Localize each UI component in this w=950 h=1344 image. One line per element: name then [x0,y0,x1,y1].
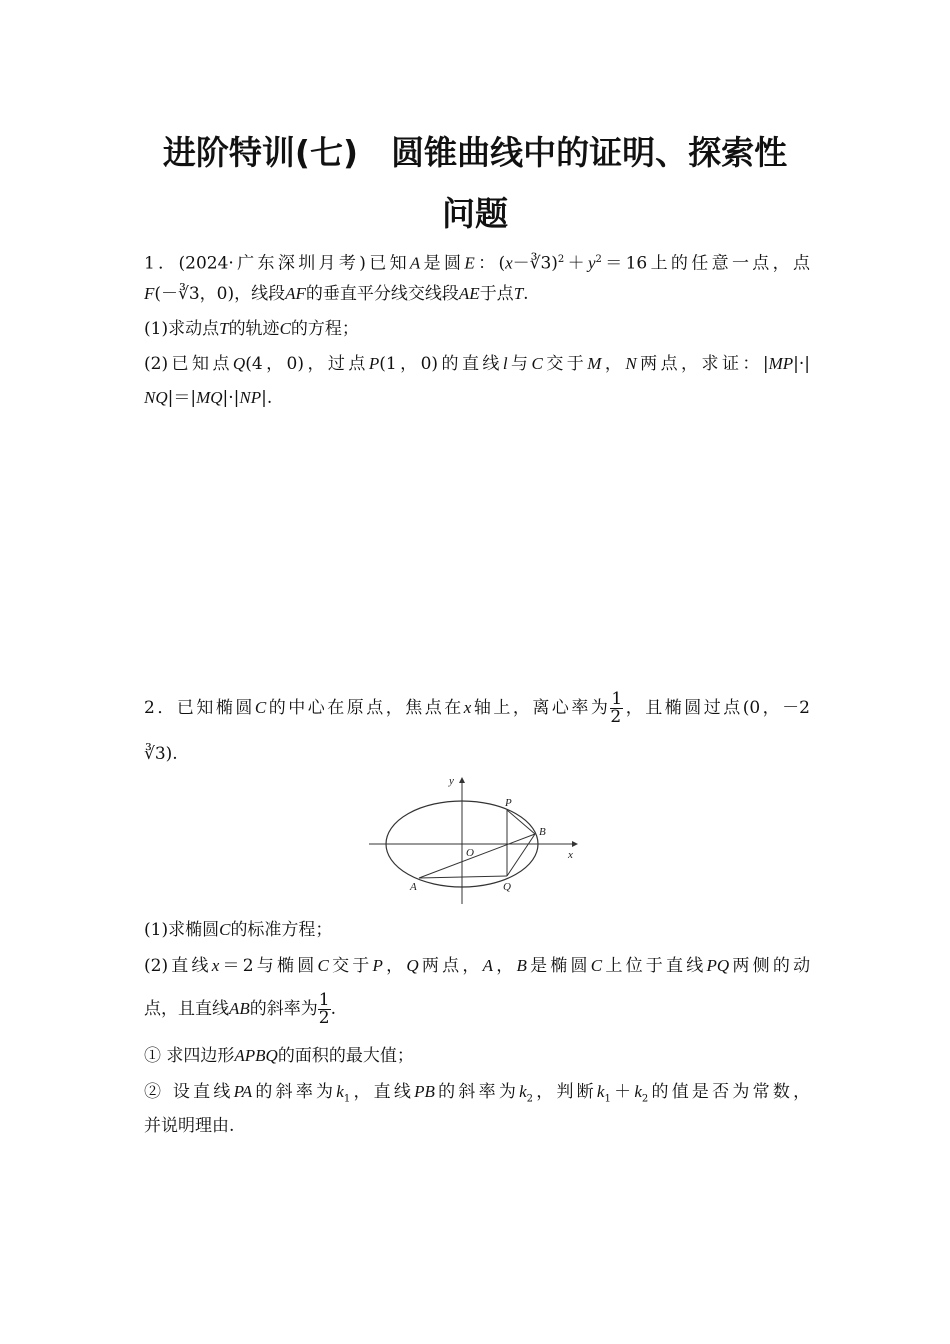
var: C [531,354,543,373]
var: APBQ [234,1046,278,1065]
text: 于点 [479,284,514,304]
text: 的标准方程； [230,920,333,940]
text: 两点，求证：| [636,354,769,374]
text: ＝16上的任意一点，点 [601,253,811,274]
problem2-part2-cont [144,990,810,1028]
label-O: O [466,847,474,859]
var: MP [768,354,794,373]
text: |·| [793,354,810,374]
var: C [254,698,267,717]
text: 已知 [365,253,410,274]
var: M [587,354,602,373]
text: |·| [222,388,240,408]
text: ，直线 [350,1082,415,1102]
subscript: 1 [604,1093,611,1105]
page-title: 进阶特训(七) 圆锥曲线中的证明、探索性 [162,133,788,172]
text: 的中心在原点，焦点在 [266,698,464,718]
var: x [463,698,472,717]
text: 的面积的最大值； [277,1046,414,1066]
var: C [219,920,231,939]
var: k [596,1082,605,1101]
var: PA [233,1082,253,1101]
var: F [144,284,155,303]
text: 与 [507,354,532,374]
text: 的垂直平分线交线段 [305,284,459,304]
var: T [513,284,524,303]
text: ，判断 [533,1082,597,1102]
segment-AB [419,834,535,878]
var: B [516,956,527,975]
problem1-part2-cont [144,387,810,409]
segment-AQ [419,876,507,878]
ellipse-figure [365,772,585,907]
var: AF [285,284,306,303]
subscript: 2 [526,1093,533,1105]
text: 的轨迹 [228,319,280,339]
text: 两侧的动 [729,956,811,976]
text: 是椭圆 [526,956,591,976]
problem2-sub2 [144,1081,810,1110]
var: AB [229,999,250,1018]
text: 的斜率为 [252,1082,337,1102]
var: Q [232,354,246,373]
var: x [211,956,220,975]
text: 的斜率为 [434,1082,520,1102]
text: (1，0)的直线 [379,354,503,374]
text: ② 设直线 [144,1082,234,1102]
text: (1)求椭圆 [144,920,220,940]
var: PB [414,1082,435,1101]
fraction-denominator: 2 [610,707,622,727]
text: 的斜率为 [249,999,318,1019]
var: P [372,956,383,975]
var: NQ [144,388,168,407]
var: NP [239,388,262,407]
text: 是圆 [420,253,465,274]
problem2-part1 [144,919,810,941]
fraction [318,992,331,1027]
text: (4，0)，过点 [245,354,369,374]
text: 交于 [542,354,588,374]
var: PQ [706,956,730,975]
subscript: 2 [641,1093,649,1105]
problem2-line1 [144,690,810,726]
problem1-line1 [144,249,810,275]
var: T [219,319,229,338]
var: y [587,253,596,273]
text: 交于 [328,956,373,976]
text: 已知椭圆 [176,698,255,718]
label-Q: Q [503,881,511,893]
label-B: B [539,826,546,838]
text: (2)已知点 [144,354,233,374]
text: 两点， [418,956,483,976]
var: N [625,354,637,373]
var: Q [406,956,419,975]
text: 点，且直线 [144,999,229,1019]
problem-number: 2． [144,698,177,718]
text: ， [382,956,407,976]
text: ， [492,956,517,976]
text: 并说明理由. [144,1116,235,1136]
var: A [482,956,493,975]
label-y: y [449,775,454,787]
text: 轴上，离心率为 [471,698,611,718]
var: C [590,956,603,975]
var: MQ [196,388,223,407]
fraction [610,691,623,726]
fraction-numerator: 1 [611,689,623,709]
label-x: x [568,849,573,861]
var: P [368,354,380,373]
text: (－∛3，0)，线段 [154,284,286,304]
fraction-numerator: 1 [318,990,330,1010]
text: (2)直线 [144,956,212,976]
problem2-part2 [144,955,810,977]
text: ：( [474,253,506,274]
text: 上位于直线 [602,956,707,976]
fraction-denominator: 2 [318,1008,330,1028]
page-title-continued: 问题 [442,194,508,233]
text: 的方程； [290,319,359,339]
text: . [330,999,337,1019]
problem1-line2 [144,283,810,305]
text: ＝2与椭圆 [219,956,318,976]
var: k [634,1082,642,1101]
var: A [409,253,421,273]
var: E [464,253,475,273]
subscript: 1 [343,1093,351,1105]
exponent: 2 [557,254,565,265]
label-A: A [410,881,417,893]
segment-BQ [507,834,535,876]
problem2-sub1 [144,1045,810,1067]
problem-number: 1． [144,253,179,274]
segment-PB [507,810,535,834]
text: ＋ [610,1082,635,1102]
var: AE [458,284,480,303]
problem-source: (2024·广东深圳月考) [178,253,366,274]
problem1-part2 [144,353,810,375]
var: l [502,354,508,373]
text: ＋ [564,253,588,274]
var: C [279,319,291,338]
exponent: 2 [595,254,602,265]
text: ∛3). [144,744,178,764]
problem2-sub2-cont [144,1115,810,1137]
text: |. [261,388,273,408]
var: x [505,253,513,273]
text: －∛3) [512,253,558,274]
var: k [336,1082,344,1101]
text: ，且椭圆过点(0，－2 [623,698,811,718]
text: |＝| [167,388,197,408]
text: (1)求动点 [144,319,220,339]
text: . [523,284,529,304]
text: ， [601,354,626,374]
text: 的值是否为常数， [648,1082,811,1102]
var: C [317,956,329,975]
problem1-part1 [144,318,810,340]
var: k [519,1082,527,1101]
problem2-line2 [144,743,810,765]
label-P: P [505,797,512,809]
text: ① 求四边形 [144,1046,235,1066]
